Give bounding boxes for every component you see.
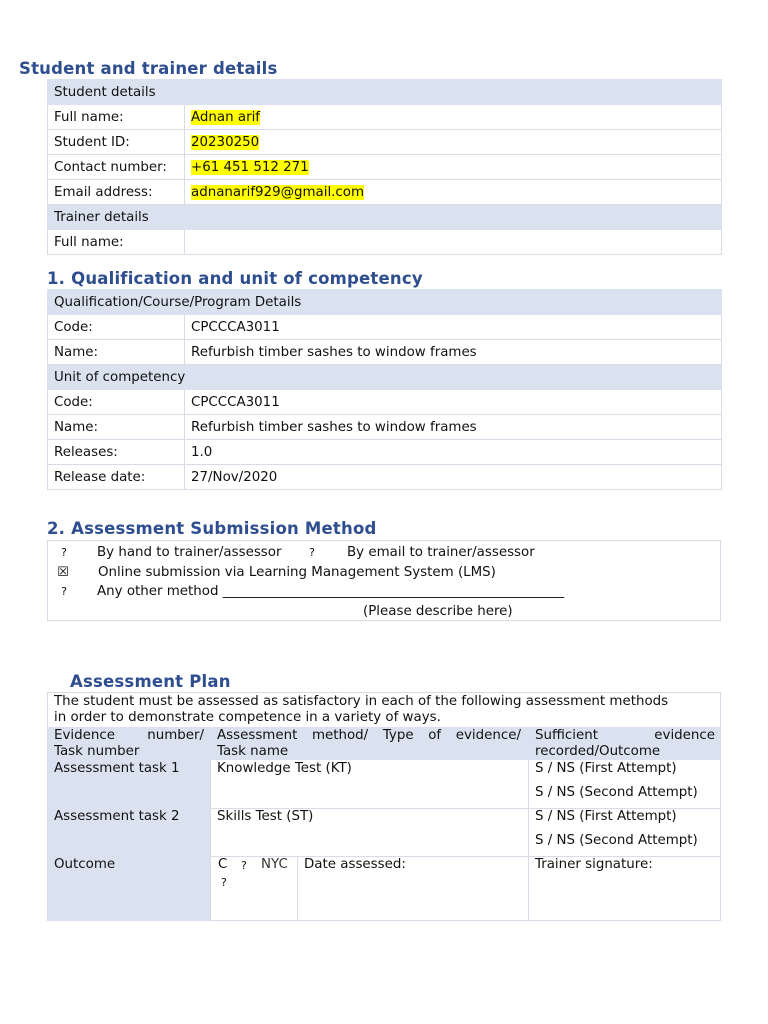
full-name-label: Full name:: [48, 105, 185, 130]
contact-number-value[interactable]: [185, 155, 722, 180]
plan-task-column-shade: [48, 760, 210, 921]
task1-result-second[interactable]: S / NS (Second Attempt): [535, 785, 698, 800]
outcome-c-checkbox[interactable]: ?: [241, 859, 247, 872]
col3-header-b: recorded/Outcome: [535, 744, 661, 759]
qual-name-value: Refurbish timber sashes to window frames: [185, 340, 722, 365]
section-heading-plan: Assessment Plan: [70, 672, 231, 691]
plan-intro-line1: The student must be assessed as satisfactory in each of the following assessment methods: [54, 694, 669, 709]
col1-header-b: Task number: [54, 744, 140, 759]
student-id-text: 20230250: [191, 134, 260, 150]
qualification-band: Qualification/Course/Program Details: [48, 290, 722, 315]
other-method-label[interactable]: Any other method ___________________________________________________: [97, 584, 565, 599]
task2-result-first[interactable]: S / NS (First Attempt): [535, 809, 677, 824]
col3-header-a: Sufficient evidence: [535, 728, 715, 743]
email-address-label: Email address:: [48, 180, 185, 205]
describe-note: (Please describe here): [363, 604, 513, 619]
submission-method-box: [47, 540, 721, 621]
lms-checkbox[interactable]: ☒: [57, 565, 69, 580]
unit-release-date-value: 27/Nov/2020: [185, 465, 722, 490]
by-hand-checkbox[interactable]: ?: [61, 546, 67, 559]
qual-name-label: Name:: [48, 340, 185, 365]
outcome-label: Outcome: [54, 857, 116, 872]
by-email-checkbox[interactable]: ?: [309, 546, 315, 559]
full-name-text: Adnan arif: [191, 109, 261, 125]
section-heading-submission: 2. Assessment Submission Method: [47, 519, 377, 538]
trainer-full-name-label: Full name:: [48, 230, 185, 255]
full-name-value[interactable]: [185, 105, 722, 130]
outcome-c-label: C: [218, 857, 228, 872]
task1-result-first[interactable]: S / NS (First Attempt): [535, 761, 677, 776]
date-assessed-label[interactable]: Date assessed:: [304, 857, 406, 872]
outcome-nyc-label: NYC: [261, 857, 288, 872]
qual-code-value: CPCCCA3011: [185, 315, 722, 340]
plan-intro-line2: in order to demonstrate competence in a variety of ways.: [54, 710, 441, 725]
student-details-band: Student details: [48, 80, 722, 105]
col2-header-a: Assessment method/ Type of evidence/: [217, 728, 521, 743]
qualification-table: [47, 289, 722, 490]
qual-code-label: Code:: [48, 315, 185, 340]
unit-name-label: Name:: [48, 415, 185, 440]
unit-name-value: Refurbish timber sashes to window frames: [185, 415, 722, 440]
trainer-details-band: Trainer details: [48, 205, 722, 230]
section-heading-qualification: 1. Qualification and unit of competency: [47, 269, 423, 288]
unit-code-value: CPCCCA3011: [185, 390, 722, 415]
contact-number-label: Contact number:: [48, 155, 185, 180]
contact-number-text: +61 451 512 271: [191, 159, 309, 175]
task1-number: Assessment task 1: [54, 761, 180, 776]
task2-number: Assessment task 2: [54, 809, 180, 824]
outcome-nyc-checkbox[interactable]: ?: [221, 876, 227, 889]
trainer-full-name-value[interactable]: [185, 230, 722, 255]
student-id-value[interactable]: [185, 130, 722, 155]
unit-releases-value: 1.0: [185, 440, 722, 465]
student-trainer-table: [47, 79, 722, 255]
assessment-plan-table: [47, 692, 721, 921]
unit-band: Unit of competency: [48, 365, 722, 390]
unit-releases-label: Releases:: [48, 440, 185, 465]
trainer-signature-label[interactable]: Trainer signature:: [535, 857, 653, 872]
student-id-label: Student ID:: [48, 130, 185, 155]
col1-header-a: Evidence number/: [54, 728, 204, 743]
task2-method: Skills Test (ST): [217, 809, 314, 824]
lms-label: Online submission via Learning Management System (LMS): [98, 565, 496, 580]
task2-result-second[interactable]: S / NS (Second Attempt): [535, 833, 698, 848]
col2-header-b: Task name: [217, 744, 289, 759]
section-heading-student-trainer: Student and trainer details: [19, 59, 278, 78]
unit-release-date-label: Release date:: [48, 465, 185, 490]
by-hand-label: By hand to trainer/assessor: [97, 545, 282, 560]
by-email-label: By email to trainer/assessor: [347, 545, 535, 560]
task1-method: Knowledge Test (KT): [217, 761, 352, 776]
unit-code-label: Code:: [48, 390, 185, 415]
other-method-checkbox[interactable]: ?: [61, 585, 67, 598]
email-address-value[interactable]: [185, 180, 722, 205]
email-address-text: adnanarif929@gmail.com: [191, 184, 365, 200]
